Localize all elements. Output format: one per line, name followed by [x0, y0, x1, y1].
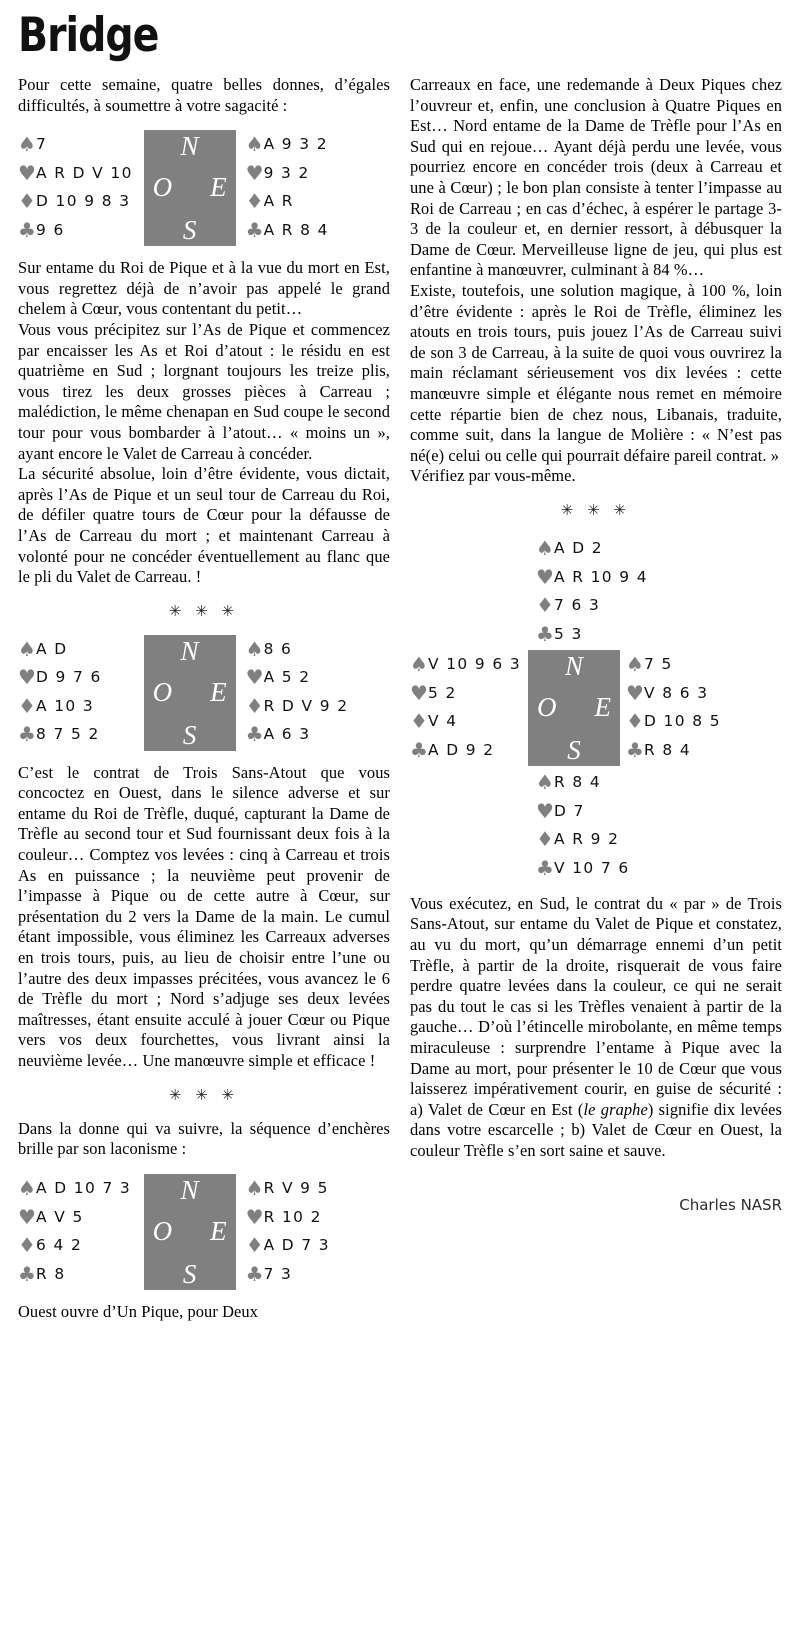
- section-separator: ✳ ✳ ✳: [560, 502, 632, 519]
- diamond-icon: ♦: [626, 709, 644, 734]
- club-icon: ♣: [410, 737, 428, 762]
- diamonds-cards: V 4: [428, 712, 458, 731]
- spade-icon: ♠: [626, 652, 644, 677]
- diamond-icon: ♦: [18, 1233, 36, 1258]
- heart-icon: ♥: [18, 665, 36, 690]
- club-icon: ♣: [18, 722, 36, 747]
- diamonds-cards: R D V 9 2: [263, 696, 349, 715]
- section-separator: ✳ ✳ ✳: [168, 603, 240, 620]
- compass-box: [144, 635, 236, 751]
- spade-icon: ♠: [410, 652, 428, 677]
- spades-cards: R V 9 5: [263, 1179, 329, 1198]
- compass-south-label: S: [182, 215, 197, 246]
- hearts-cards: 9 3 2: [263, 163, 310, 182]
- compass-box: [528, 650, 620, 766]
- diamonds-cards: 7 6 3: [554, 596, 601, 615]
- diamonds-cards: D 10 8 5: [644, 712, 721, 731]
- club-icon: ♣: [536, 855, 554, 880]
- compass-south-label: S: [182, 1258, 197, 1289]
- paragraph-7: Carreaux en face, une redemande à Deux Piques chez l’ouvreur et, enfin, une conclusion à Quatre Piques en Est… Nord entame de la Dame de Trèfle pour l’As en Sud qui en rejoue… Ayant déjà perdu une levée, vous pourriez encore en concéder trois (deux à Carreau et une à Cœur) ; le bon plan consiste à tenter l’impasse au Roi de Carreau ; en cas d’échec, à espérer le partage 3-3 de la couleur et, en dernier ressort, à débusquer la Dame de Cœur. Merveilleuse ligne de jeu, qui plus est enfantine à manœuvrer, culminant à 84 %…: [410, 75, 782, 280]
- deal-4-north-hand: [536, 534, 782, 648]
- spade-icon: ♠: [245, 132, 264, 157]
- clubs-cards: A 6 3: [263, 725, 311, 744]
- compass-box: [144, 130, 236, 246]
- heart-icon: ♥: [245, 160, 264, 185]
- masthead: [0, 0, 800, 63]
- deal-4-south-hand: [536, 768, 782, 882]
- heart-icon: ♥: [536, 564, 554, 589]
- clubs-cards: V 10 7 6: [554, 858, 630, 877]
- club-icon: ♣: [536, 621, 554, 646]
- bridge-deal-1: [18, 130, 390, 246]
- spades-cards: V 10 9 6 3: [428, 655, 522, 674]
- heart-icon: ♥: [18, 160, 36, 185]
- compass-north-label: N: [180, 131, 199, 162]
- clubs-cards: R 8: [36, 1264, 66, 1283]
- hearts-cards: A R D V 10: [36, 163, 133, 182]
- spades-cards: 8 6: [263, 639, 293, 658]
- paragraph-9: Vérifiez par vous-même.: [410, 466, 576, 486]
- paragraph-2: Vous vous précipitez sur l’As de Pique et commencez par encaisser les As et Roi d’atout : le résidu en est quatrième en Sud ; lorgnant toujours les treize plis, vous tirez les deux grosses pièces à Carreau ; malédiction, le même chenapan en Sud coupe le second tour pour vous bombarder à l’atout… « moins un », ayant encore le Valet de Carreau à concéder.: [18, 319, 390, 463]
- paragraph-10: [410, 894, 782, 1162]
- deal-3-east-hand: [246, 1174, 390, 1288]
- diamond-icon: ♦: [18, 189, 36, 214]
- spades-cards: A D 10 7 3: [36, 1179, 132, 1198]
- compass-west-label: O: [152, 1215, 173, 1246]
- diamonds-cards: A D 7 3: [263, 1236, 331, 1255]
- bridge-deal-2: [18, 635, 390, 751]
- compass-west-label: O: [537, 691, 557, 722]
- hearts-cards: A R 10 9 4: [554, 567, 648, 586]
- diamonds-cards: A R: [263, 192, 294, 211]
- page-title: Bridge: [18, 8, 159, 63]
- diamonds-cards: A R 9 2: [554, 830, 620, 849]
- clubs-cards: 7 3: [263, 1264, 293, 1283]
- hearts-cards: R 10 2: [263, 1207, 322, 1226]
- heart-icon: ♥: [245, 665, 264, 690]
- intro-paragraph: Pour cette semaine, quatre belles donnes, d’égales difficultés, à soumettre à votre sagacité :: [18, 75, 390, 115]
- spade-icon: ♠: [536, 770, 554, 795]
- compass-south-label: S: [182, 719, 197, 750]
- heart-icon: ♥: [536, 798, 554, 823]
- hearts-cards: 5 2: [428, 683, 457, 702]
- compass-north-label: N: [180, 635, 199, 666]
- deal-3-west-hand: [18, 1174, 134, 1288]
- diamond-icon: ♦: [245, 1233, 264, 1258]
- paragraph-8: Existe, toutefois, une solution magique, à 100 %, loin d’être évidente : après le Roi de Trèfle, éliminez les atouts en trois tours, puis jouez l’As de Carreau suivi de son 3 de Carreau, à la suite de quoi vous ouvrirez la main réclamant sérieusement vos dix levées : cette manœuvre simple et élégante nous remet en mémoire cette répartie bien de chez nous, Libanais, traduite, comme suit, dans la langue de Molière : « N’est pas né(e) celui ou celle qui pourrait défaire pareil contrat. »: [410, 280, 782, 465]
- club-icon: ♣: [245, 217, 264, 242]
- heart-icon: ♥: [18, 1204, 36, 1229]
- spade-icon: ♠: [18, 132, 36, 157]
- hearts-cards: D 9 7 6: [36, 668, 102, 687]
- deal-4-east-hand: [626, 650, 756, 764]
- bridge-deal-4: [410, 534, 782, 882]
- hearts-cards: A 5 2: [263, 668, 311, 687]
- club-icon: ♣: [626, 737, 644, 762]
- spade-icon: ♠: [245, 636, 264, 661]
- spade-icon: ♠: [245, 1176, 264, 1201]
- compass-north-label: N: [180, 1174, 199, 1205]
- compass-south-label: S: [567, 734, 581, 765]
- spades-cards: A D 2: [554, 539, 603, 558]
- club-icon: ♣: [18, 217, 36, 242]
- spades-cards: 7 5: [644, 655, 673, 674]
- left-column: [18, 75, 390, 1322]
- spade-icon: ♠: [18, 1176, 36, 1201]
- compass-east-label: E: [210, 1215, 227, 1246]
- deal-1-east-hand: [246, 130, 390, 244]
- paragraph-10-italic: le graphe: [583, 1099, 648, 1119]
- spades-cards: A 9 3 2: [263, 135, 328, 154]
- diamonds-cards: A 10 3: [36, 696, 95, 715]
- compass-east-label: E: [210, 676, 227, 707]
- deal-1-west-hand: [18, 130, 134, 244]
- diamonds-cards: 6 4 2: [36, 1236, 83, 1255]
- clubs-cards: 5 3: [554, 624, 583, 643]
- clubs-cards: A D 9 2: [428, 740, 495, 759]
- diamond-icon: ♦: [536, 593, 554, 618]
- diamonds-cards: D 10 9 8 3: [36, 192, 131, 211]
- deal-2-east-hand: [246, 635, 390, 749]
- author-byline: Charles NASR: [679, 1195, 782, 1214]
- heart-icon: ♥: [245, 1204, 264, 1229]
- paragraph-3: La sécurité absolue, loin d’être évidente, vous dictait, après l’As de Pique et un seul tour de Carreau du Roi, de défiler quatre tours de Cœur pour la défausse de l’As de Carreau du mort ; et maintenant Carreau à volonté pour ne concéder éventuellement au flanc que le pli du Valet de Carreau. !: [18, 464, 390, 587]
- compass-west-label: O: [152, 172, 173, 203]
- two-column-layout: [0, 59, 800, 1322]
- paragraph-4: C’est le contrat de Trois Sans-Atout que vous concoctez en Ouest, dans le silence adverse et sur entame du Roi de Trèfle, duqué, capturant la Dame de Trèfle au second tour et Sud fournissant deux fois à la couleur… Comptez vos levées : cinq à Carreau et trois As en puissance ; la neuvième peut provenir de l’impasse à Pique ou de cette autre à Cœur, sur présentation du 2 vers la Dame de la main. Le cumul étant impossible, vous éliminez les Carreaux adverses en trois tours, puis, au lieu de choisir entre l’une ou l’autre des deux impasses précitées, vous avancez le 6 de Trèfle du mort ; Nord s’adjuge ses deux levées maîtresses, étant ensuite acculé à jouer Cœur ou Pique vers vos deux fourchettes, vous livrant ainsi la neuvième levée… Une manœuvre simple et efficace !: [18, 762, 390, 1070]
- paragraph-6: Ouest ouvre d’Un Pique, pour Deux: [18, 1301, 259, 1321]
- compass-east-label: E: [594, 691, 611, 722]
- paragraph-5: Dans la donne qui va suivre, la séquence d’enchères brille par son laconisme :: [18, 1118, 390, 1159]
- hearts-cards: A V 5: [36, 1207, 84, 1226]
- deal-4-west-hand: [410, 650, 528, 764]
- bridge-deal-3: [18, 1174, 390, 1290]
- spade-icon: ♠: [18, 636, 36, 661]
- club-icon: ♣: [245, 1261, 264, 1286]
- spade-icon: ♠: [536, 536, 554, 561]
- clubs-cards: 9 6: [36, 220, 65, 239]
- heart-icon: ♥: [410, 680, 428, 705]
- deal-2-west-hand: [18, 635, 134, 749]
- right-column: [410, 75, 782, 1322]
- compass-west-label: O: [152, 676, 173, 707]
- club-icon: ♣: [245, 722, 264, 747]
- diamond-icon: ♦: [536, 827, 554, 852]
- diamond-icon: ♦: [245, 693, 264, 718]
- diamond-icon: ♦: [245, 189, 264, 214]
- clubs-cards: R 8 4: [644, 740, 692, 759]
- heart-icon: ♥: [626, 680, 644, 705]
- compass-box: [144, 1174, 236, 1290]
- section-separator: ✳ ✳ ✳: [168, 1087, 240, 1104]
- hearts-cards: D 7: [554, 801, 585, 820]
- paragraph-1: Sur entame du Roi de Pique et à la vue du mort en Est, vous regrettez déjà de n’avoir pas appelé le grand chelem à Cœur, vous contentant du petit…: [18, 258, 390, 319]
- compass-east-label: E: [210, 172, 227, 203]
- compass-north-label: N: [564, 650, 584, 681]
- spades-cards: R 8 4: [554, 773, 602, 792]
- hearts-cards: V 8 6 3: [644, 683, 709, 702]
- diamond-icon: ♦: [18, 693, 36, 718]
- clubs-cards: 8 7 5 2: [36, 725, 100, 744]
- club-icon: ♣: [18, 1261, 36, 1286]
- diamond-icon: ♦: [410, 709, 428, 734]
- paragraph-10-part-a: Vous exécutez, en Sud, le contrat du « par » de Trois Sans-Atout, sur entame du Valet de Pique et constatez, au vu du mort, qu’un démarrage ennemi d’un petit Trèfle, à partir de la droite, risquerait de vous faire perdre quatre levées dans la couleur, ce qui ne serait pas du tout le cas si les Trèfles venaient à partir de la gauche… D’où l’étincelle mirobolante, en même temps miraculeuse : surprendre l’entame à Pique avec la Dame au mort, pour présenter le 10 de Cœur que vous laisserez impérativement courir, en guise de sécurité : a) Valet de Cœur en Est (: [410, 893, 782, 1119]
- spades-cards: A D: [36, 639, 68, 658]
- spades-cards: 7: [36, 135, 48, 154]
- paragraph-10-part-b: ) signifie dix levées dans votre escarcelle ; b) Valet de Cœur en Ouest, la couleur Trèfle s’en sort saine et sauve.: [410, 1099, 783, 1160]
- clubs-cards: A R 8 4: [263, 220, 329, 239]
